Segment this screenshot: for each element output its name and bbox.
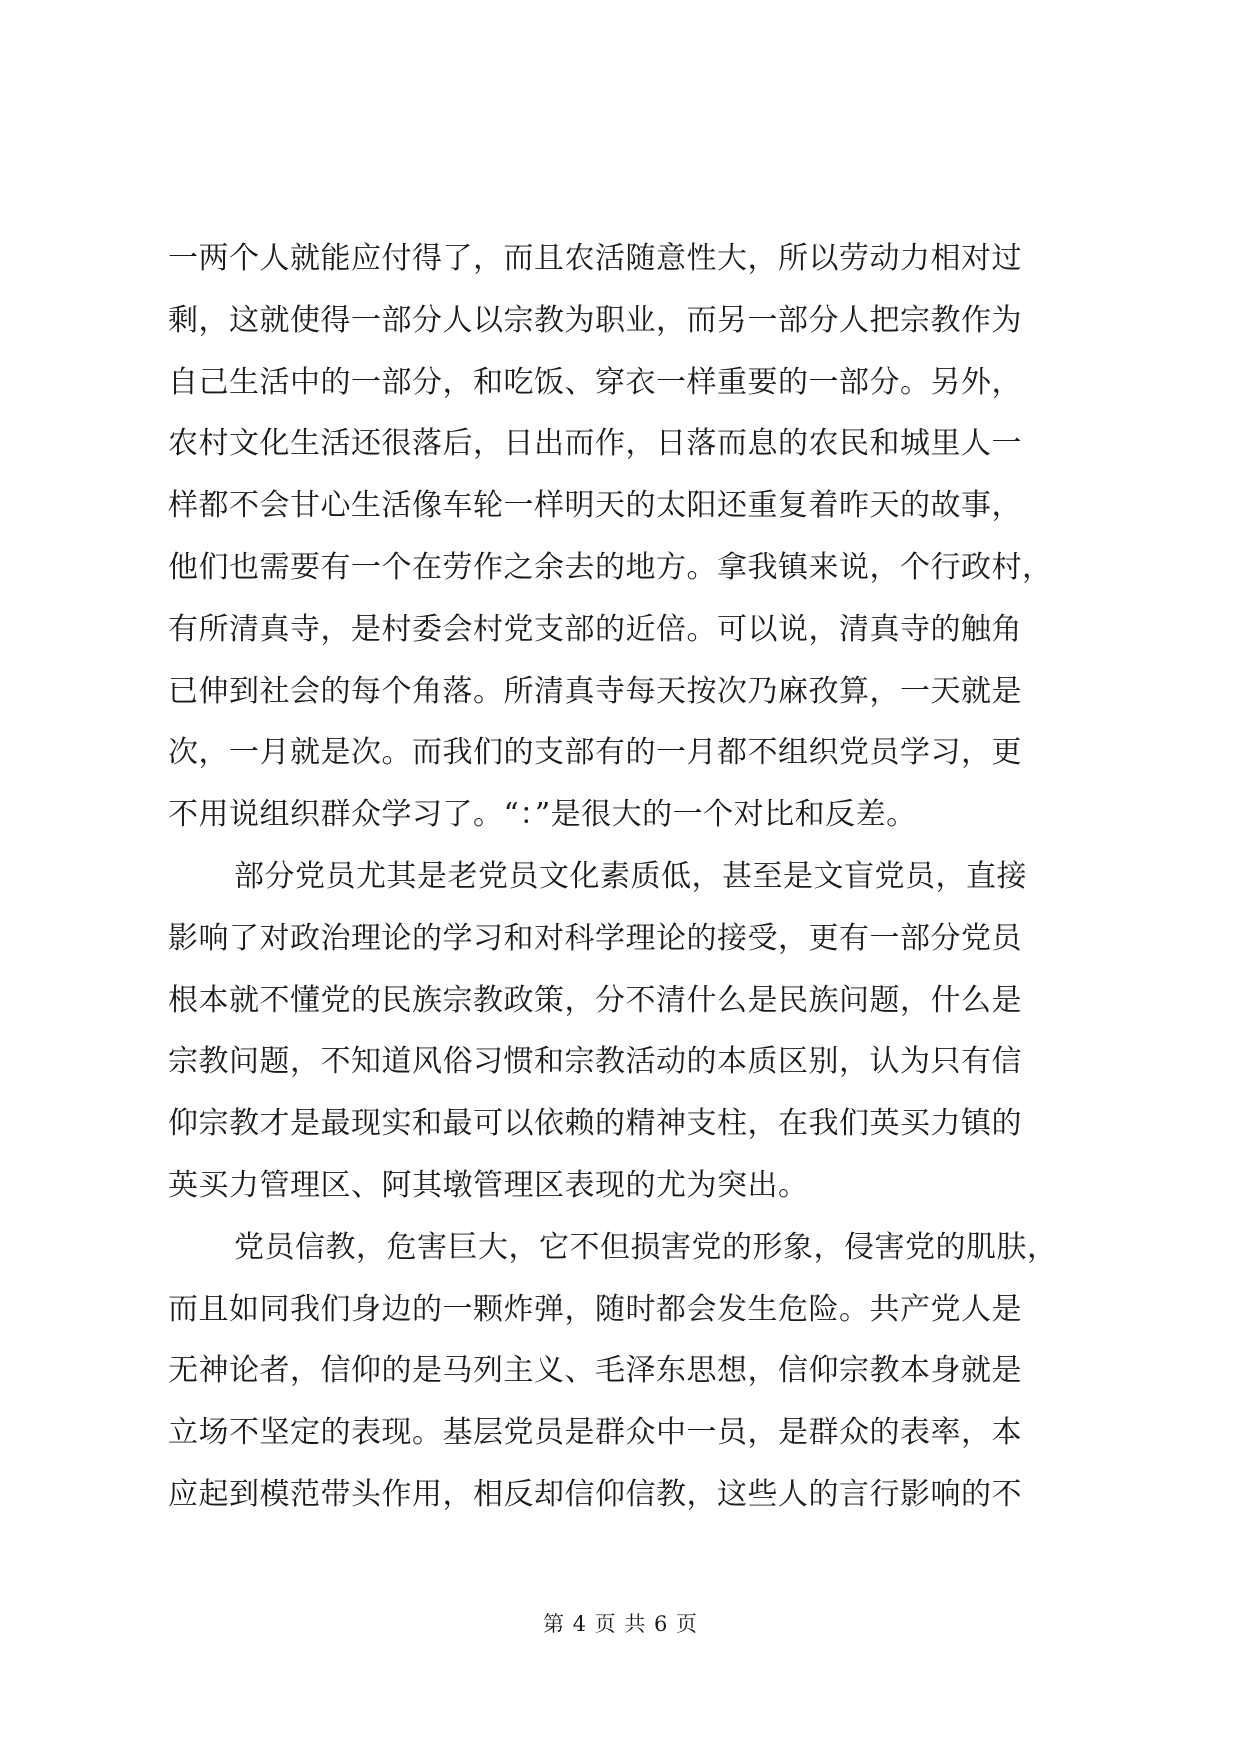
text-line: 宗教问题，不知道风俗习惯和宗教活动的本质区别，认为只有信 (168, 1044, 1022, 1080)
text-line: 已伸到社会的每个角落。所清真寺每天按次乃麻孜算，一天就是 (168, 673, 1022, 709)
text-line: 有所清真寺，是村委会村党支部的近倍。可以说，清真寺的触角 (168, 611, 1022, 647)
paragraph-2 (168, 846, 1098, 1217)
text-line: 立场不坚定的表现。基层党员是群众中一员，是群众的表率，本 (168, 1415, 1022, 1451)
paragraph-3 (168, 1217, 1098, 1526)
paragraph-1 (168, 228, 1098, 846)
body-text (168, 228, 1098, 1526)
text-line: 英买力管理区、阿其墩管理区表现的尤为突出。 (168, 1167, 809, 1203)
text-line: 根本就不懂党的民族宗教政策，分不清什么是民族问题，什么是 (168, 982, 1022, 1018)
text-line: 次，一月就是次。而我们的支部有的一月都不组织党员学习，更 (168, 735, 1022, 771)
text-line: 而且如同我们身边的一颗炸弹，随时都会发生危险。共产党人是 (168, 1291, 1022, 1327)
text-line: 部分党员尤其是老党员文化素质低，甚至是文盲党员，直接 (234, 858, 1027, 894)
text-line: 仰宗教才是最现实和最可以依赖的精神支柱，在我们英买力镇的 (168, 1106, 1022, 1142)
text-line: 自己生活中的一部分，和吃饭、穿衣一样重要的一部分。另外， (168, 364, 1022, 400)
text-line: 应起到模范带头作用，相反却信仰信教，这些人的言行影响的不 (168, 1476, 1022, 1512)
text-line: 剩，这就使得一部分人以宗教为职业，而另一部分人把宗教作为 (168, 302, 1022, 338)
text-line: 他们也需要有一个在劳作之余去的地方。拿我镇来说，个行政村， (168, 549, 1053, 585)
text-line: 影响了对政治理论的学习和对科学理论的接受，更有一部分党员 (168, 920, 1022, 956)
text-line: 农村文化生活还很落后，日出而作，日落而息的农民和城里人一 (168, 426, 1022, 462)
text-line: 无神论者，信仰的是马列主义、毛泽东思想，信仰宗教本身就是 (168, 1353, 1022, 1389)
text-line: 不用说组织群众学习了。“：”是很大的一个对比和反差。 (168, 797, 917, 833)
text-line: 一两个人就能应付得了，而且农活随意性大，所以劳动力相对过 (168, 241, 1022, 276)
page-number-footer: 第 4 页 共 6 页 (542, 1612, 699, 1636)
text-line: 样都不会甘心生活像车轮一样明天的太阳还重复着昨天的故事， (168, 488, 1022, 524)
text-line: 党员信教，危害巨大，它不但损害党的形象，侵害党的肌肤， (234, 1229, 1058, 1265)
